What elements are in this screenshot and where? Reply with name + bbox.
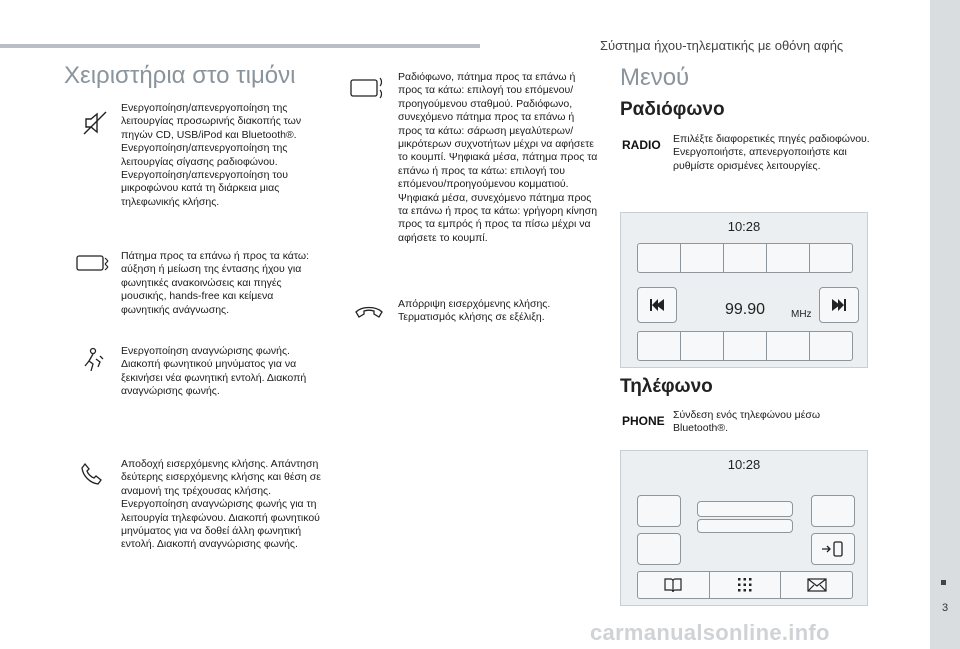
phone-description: Σύνδεση ενός τηλεφώνου μέσω Bluetooth®. xyxy=(673,409,821,435)
answer-description: Αποδοχή εισερχόμενης κλήσης. Απάντηση δεύτερης εισερχόμενης κλήσης και θέση σε αναμονή της τρέχουσας κλήσης. Ενεργοποίηση αναγνώρισης φωνής για τη λειτουργία τηλεφώνου. Διακοπή φωνητικού μηνύματος για να δοθεί άλλη φωνητική εντολή. Διακοπή αναγνώρισης φωνής. xyxy=(121,458,321,551)
header-rule xyxy=(0,44,480,48)
keypad-tab[interactable] xyxy=(710,572,782,598)
seek-back-button[interactable] xyxy=(637,287,677,323)
preset-tile[interactable] xyxy=(767,244,810,272)
steering-controls-title: Χειριστήρια στο τιμόνι xyxy=(64,62,296,89)
voice-command-icon xyxy=(80,346,106,374)
phone-tile-mid-left[interactable] xyxy=(637,533,681,565)
phone-name-slot xyxy=(697,501,793,517)
phone-answer-icon xyxy=(80,462,104,486)
phone-name-slot-2 xyxy=(697,519,793,533)
preset-tile[interactable] xyxy=(638,244,681,272)
book-icon xyxy=(664,577,682,593)
seek-description: Ραδιόφωνο, πάτημα προς τα επάνω ή προς τα κάτω: επιλογή του επόμενου/προηγούμενου σταθμού. Ραδιόφωνο, συνεχόμενο πάτημα προς τα επάνω ή προς τα κάτω: σάρωση μεγαλύτερων/μικρότερων συχνοτήτων μέχρι να αφήσετε το κουμπί. Ψηφιακά μέσα, πάτημα προς τα επάνω ή προς τα κάτω: επιλογή του επόμενου/προηγούμενου κομματιού. Ψηφιακά μέσα, συνεχόμενο πάτημα προς τα επάνω ή προς τα κάτω: γρήγορη κίνηση προς τα εμπρός ή προς τα πίσω μέχρι να αφήσετε το κουμπί. xyxy=(398,71,598,244)
volume-description: Πάτημα προς τα επάνω ή προς τα κάτω: αύξηση ή μείωση της έντασης ήχου για φωνητικές ανακοινώσεις και πηγές μουσικής, hands-free και κείμενα φωνητικής ανάγνωσης. xyxy=(121,250,309,316)
preset-tile[interactable] xyxy=(810,244,852,272)
phone-screen-clock: 10:28 xyxy=(727,457,761,472)
radio-screen xyxy=(620,212,868,368)
envelope-icon xyxy=(807,578,827,592)
radio-heading: Ραδιόφωνο xyxy=(620,99,725,120)
page-side-tab xyxy=(930,0,960,649)
phone-screen xyxy=(620,450,868,606)
radio-badge: RADIO xyxy=(622,138,661,152)
phone-heading: Τηλέφωνο xyxy=(620,376,713,397)
phone-tile-top-left[interactable] xyxy=(637,495,681,527)
menu-title: Μενού xyxy=(620,64,690,91)
radio-preset-row-bottom xyxy=(637,331,853,361)
seek-forward-button[interactable] xyxy=(819,287,859,323)
keypad-icon xyxy=(737,577,753,593)
messages-tab[interactable] xyxy=(781,572,852,598)
radio-screen-clock: 10:28 xyxy=(727,219,761,234)
page-header-title: Σύστημα ήχου-τηλεματικής με οθόνη αφής xyxy=(600,38,844,53)
watermark: carmanualsonline.info xyxy=(590,620,830,645)
radio-frequency-unit: MHz xyxy=(791,309,812,320)
mute-description: Ενεργοποίηση/απενεργοποίηση της λειτουργίας προσωρινής διακοπής των πηγών CD, USB/iPod και Bluetooth®. Ενεργοποίηση/απενεργοποίηση της λειτουργίας σίγασης ραδιοφώνου. Ενεργοποίηση/απενεργοποίηση του μικροφώνου κατά τη διάρκεια μιας τηλεφωνικής κλήσης. xyxy=(121,102,302,208)
phone-bottom-bar xyxy=(637,571,853,599)
preset-tile[interactable] xyxy=(681,244,724,272)
contacts-tab[interactable] xyxy=(638,572,710,598)
seek-rocker-icon xyxy=(350,76,384,100)
voice-description: Ενεργοποίηση αναγνώρισης φωνής. Διακοπή φωνητικού μηνύματος για να ξεκινήσει νέα φωνητική εντολή. Διακοπή αναγνώρισης φωνής. xyxy=(121,345,307,398)
preset-tile[interactable] xyxy=(724,332,767,360)
hangup-description: Απόρριψη εισερχόμενης κλήσης. Τερματισμός κλήσης σε εξέλιξη. xyxy=(398,298,551,324)
phone-connect-icon xyxy=(812,534,854,564)
preset-tile[interactable] xyxy=(724,244,767,272)
preset-tile[interactable] xyxy=(681,332,724,360)
phone-hangup-icon xyxy=(354,302,384,322)
skip-forward-icon xyxy=(820,288,858,322)
skip-back-icon xyxy=(638,288,676,322)
preset-tile[interactable] xyxy=(638,332,681,360)
radio-description: Επιλέξτε διαφορετικές πηγές ραδιοφώνου. Ενεργοποιήστε, απενεργοποιήστε και ρυθμίστε ορισμένες λειτουργίες. xyxy=(673,133,870,172)
phone-tile-top-right[interactable] xyxy=(811,495,855,527)
mute-icon xyxy=(82,110,108,136)
radio-preset-row-top xyxy=(637,243,853,273)
preset-tile[interactable] xyxy=(810,332,852,360)
phone-connect-button[interactable] xyxy=(811,533,855,565)
section-marker xyxy=(941,580,946,585)
preset-tile[interactable] xyxy=(767,332,810,360)
radio-frequency: 99.90 xyxy=(725,301,766,318)
volume-rocker-icon xyxy=(76,252,110,274)
phone-badge: PHONE xyxy=(622,414,665,428)
page-number: 3 xyxy=(941,602,949,614)
